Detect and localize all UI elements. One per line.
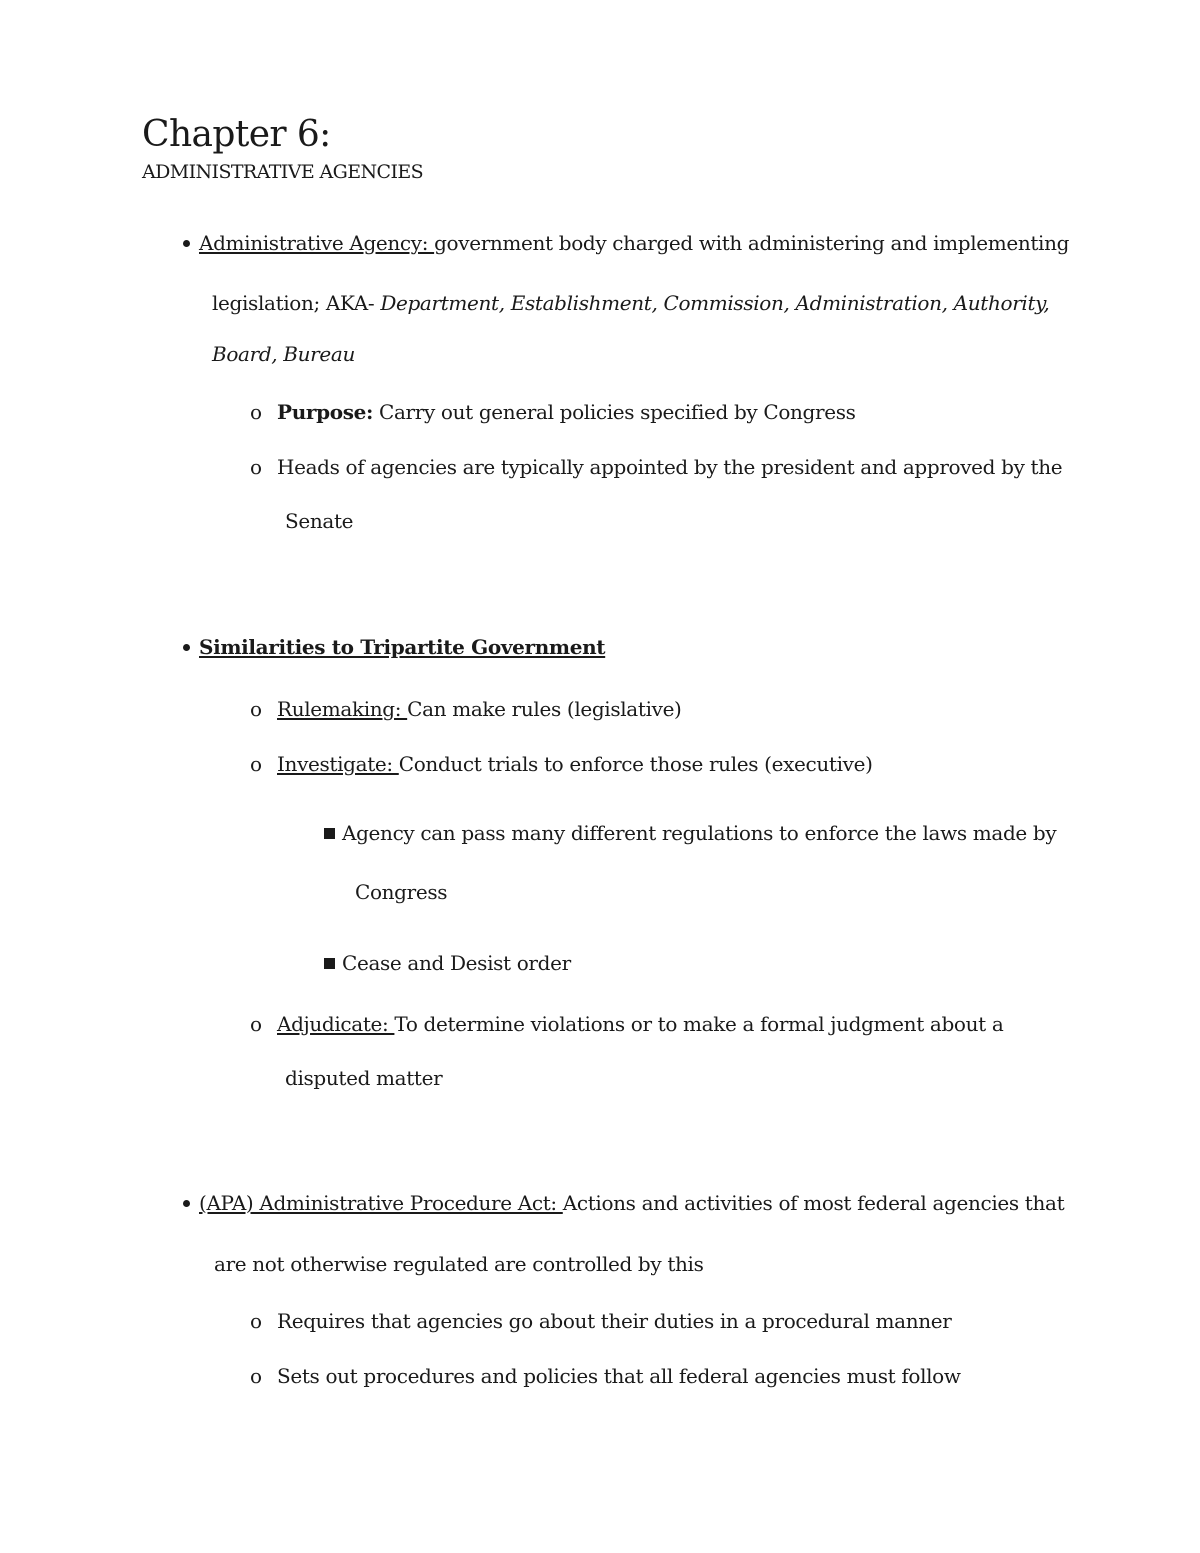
investigate-term: Investigate: xyxy=(277,752,399,776)
rulemaking-text: Can make rules (legislative) xyxy=(407,697,682,721)
agency-definition-line xyxy=(199,231,1069,255)
circle-bullet-icon: o xyxy=(250,752,263,776)
investigate-text: Conduct trials to enforce those rules (executive) xyxy=(398,752,873,776)
bullet-dot-icon xyxy=(183,1200,190,1207)
adjudicate-text: To determine violations or to make a formal judgment about a xyxy=(394,1012,1004,1036)
apa-term: (APA) Administrative Procedure Act: xyxy=(199,1191,563,1215)
agency-aka-names-continued: Board, Bureau xyxy=(212,342,355,366)
circle-bullet-icon: o xyxy=(250,400,263,424)
apa-continued: are not otherwise regulated are controlled by this xyxy=(214,1252,704,1276)
circle-bullet-icon: o xyxy=(250,1364,263,1388)
agency-heads-continued: Senate xyxy=(285,509,354,533)
rulemaking-line xyxy=(277,697,682,721)
apa-item-policies: Sets out procedures and policies that all federal agencies must follow xyxy=(277,1364,961,1388)
square-bullet-icon xyxy=(324,828,335,839)
apa-item-procedural: Requires that agencies go about their duties in a procedural manner xyxy=(277,1309,952,1333)
bullet-dot-icon xyxy=(183,644,190,651)
cease-desist-line: Cease and Desist order xyxy=(342,951,571,975)
adjudicate-term: Adjudicate: xyxy=(277,1012,395,1036)
agency-aka-names: Department, Establishment, Commission, Administration, Authority, xyxy=(380,291,1050,315)
agency-aka-line xyxy=(212,291,1049,315)
regulations-line: Agency can pass many different regulations to enforce the laws made by xyxy=(342,821,1057,845)
purpose-text: Carry out general policies specified by Congress xyxy=(373,400,856,424)
tripartite-heading: Similarities to Tripartite Government xyxy=(199,635,606,659)
circle-bullet-icon: o xyxy=(250,697,263,721)
agency-heads-line: Heads of agencies are typically appointed by the president and approved by the xyxy=(277,455,1063,479)
circle-bullet-icon: o xyxy=(250,1012,263,1036)
page-title: Chapter 6: xyxy=(142,114,331,155)
apa-line xyxy=(199,1191,1064,1215)
regulations-continued: Congress xyxy=(355,880,448,904)
agency-term: Administrative Agency: xyxy=(199,231,435,255)
agency-aka-label: legislation; AKA- xyxy=(212,291,381,315)
circle-bullet-icon: o xyxy=(250,455,263,479)
purpose-label: Purpose: xyxy=(277,400,374,424)
circle-bullet-icon: o xyxy=(250,1309,263,1333)
agency-definition: government body charged with administering and implementing xyxy=(434,231,1070,255)
apa-text: Actions and activities of most federal agencies that xyxy=(562,1191,1065,1215)
agency-purpose-line xyxy=(277,400,856,424)
investigate-line xyxy=(277,752,873,776)
page-subtitle: ADMINISTRATIVE AGENCIES xyxy=(142,161,424,183)
adjudicate-continued: disputed matter xyxy=(285,1066,443,1090)
adjudicate-line xyxy=(277,1012,1003,1036)
rulemaking-term: Rulemaking: xyxy=(277,697,408,721)
square-bullet-icon xyxy=(324,958,335,969)
bullet-dot-icon xyxy=(183,240,190,247)
